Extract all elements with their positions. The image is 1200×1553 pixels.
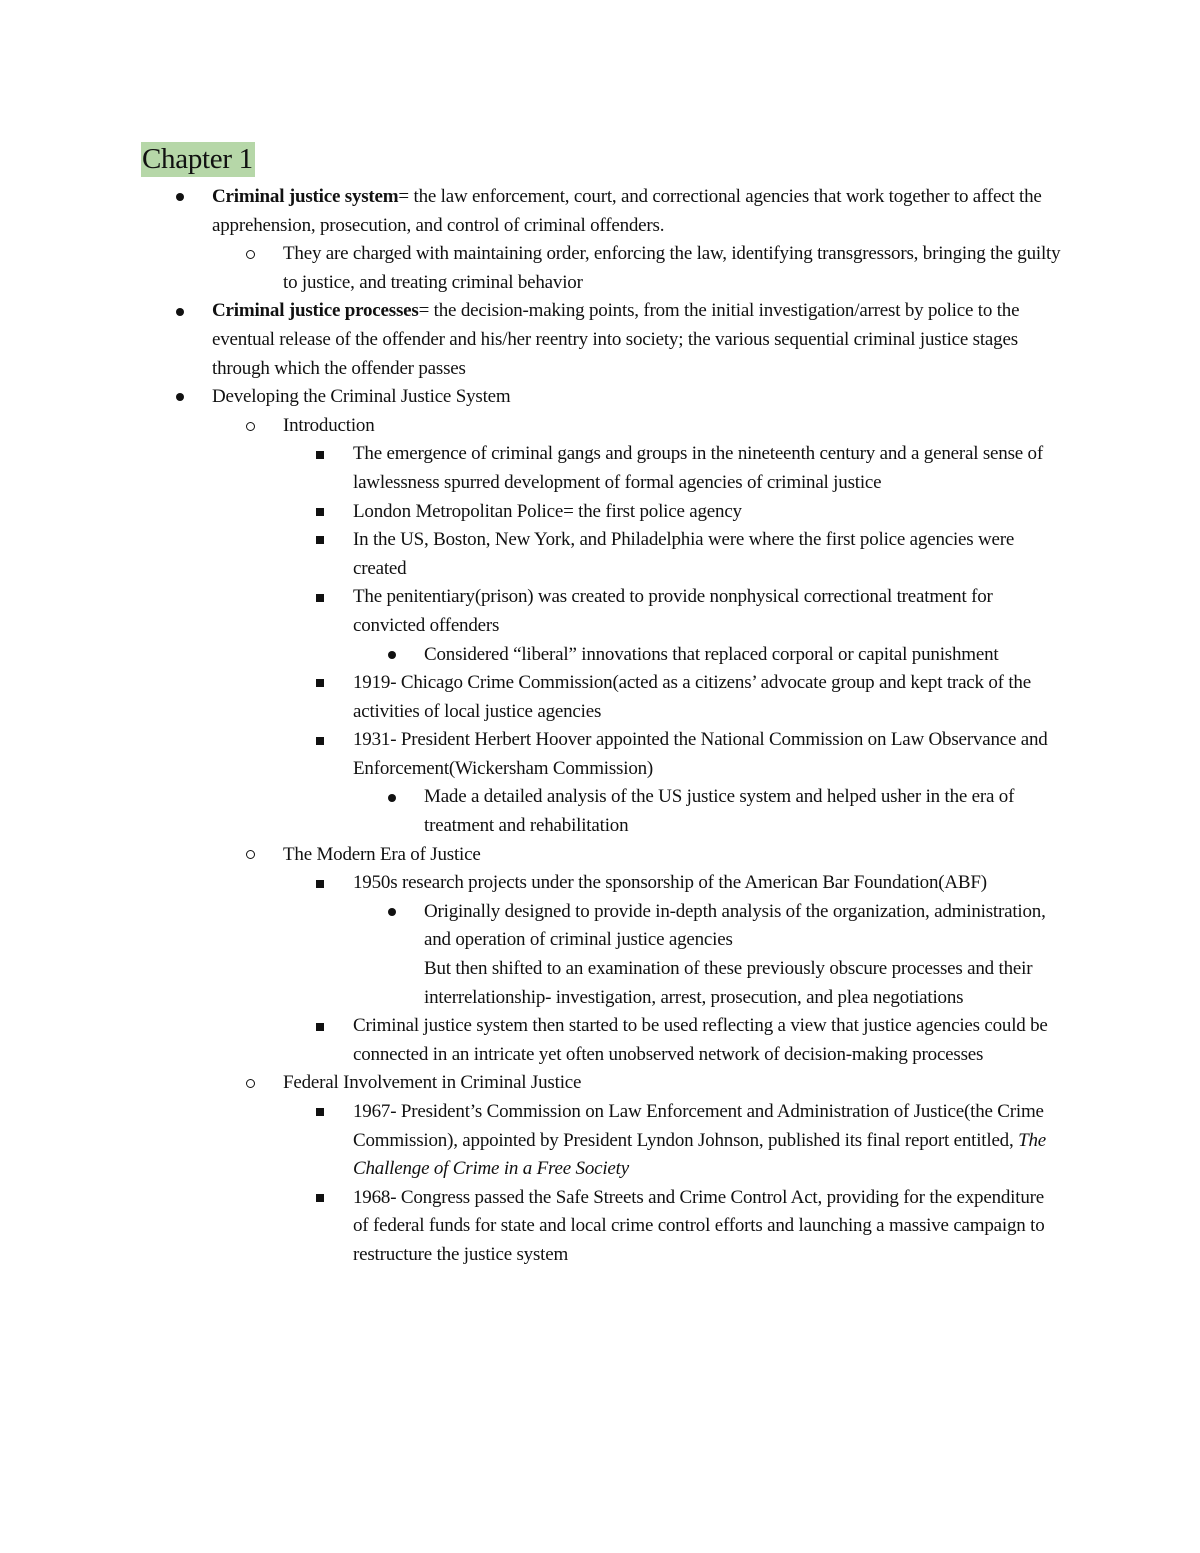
list-item (353, 498, 1063, 527)
list-item-continuation (424, 955, 1064, 1012)
filled-dot-bullet-icon (176, 183, 184, 212)
item-text: Made a detailed analysis of the US justice system and helped usher in the era of treatment and rehabilitation (424, 786, 1015, 837)
term: Criminal justice system (212, 186, 399, 207)
filled-dot-bullet-icon (176, 383, 184, 412)
item-text: The emergence of criminal gangs and groups in the nineteenth century and a general sense of lawlessness spurred development of formal agencies of criminal justice (353, 443, 1043, 493)
item-text: They are charged with maintaining order, enforcing the law, identifying transgressors, bringing the guilty to justice, and treating criminal behavior (283, 243, 1061, 293)
list-item (283, 841, 1063, 870)
square-bullet-icon (316, 726, 324, 755)
item-text: London Metropolitan Police= the first police agency (353, 500, 742, 522)
list-item (353, 726, 1063, 783)
item-text: But then shifted to an examination of these previously obscure processes and their interrelationship- investigation, arrest, prosecution, and plea negotiations (424, 958, 1033, 1008)
definition: = the law enforcement, court, and correctional agencies that work together to affect the apprehension, prosecution, and control of criminal offenders. (212, 186, 1042, 236)
list-item (353, 669, 1063, 726)
list-item (212, 183, 1062, 240)
square-bullet-icon (316, 869, 324, 898)
filled-dot-bullet-icon (388, 898, 396, 927)
list-item (283, 1069, 1063, 1098)
item-text: 1919- Chicago Crime Commission(acted as a citizens’ advocate group and kept track of the activities of local justice agencies (353, 672, 1031, 722)
item-text: Considered “liberal” innovations that replaced corporal or capital punishment (424, 643, 999, 665)
list-item (353, 1184, 1063, 1270)
hollow-circle-bullet-icon (246, 412, 255, 441)
hollow-circle-bullet-icon (246, 240, 255, 269)
item-text: Criminal justice system then started to be used reflecting a view that justice agencies could be connected in an intricate yet often unobserved network of decision-making processes (353, 1015, 1048, 1065)
list-item (283, 412, 1063, 441)
item-text: 1968- Congress passed the Safe Streets and Crime Control Act, providing for the expenditure of federal funds for state and local crime control efforts and launching a massive campaign to restructure the justice system (353, 1186, 1045, 1265)
item-text: The Modern Era of Justice (283, 843, 481, 865)
title-wrap (141, 142, 255, 177)
list-item (353, 869, 1063, 898)
list-item (353, 1012, 1063, 1069)
item-text: 1950s research projects under the sponsorship of the American Bar Foundation(ABF) (353, 872, 987, 894)
list-item (353, 583, 1063, 640)
item-text: Federal Involvement in Criminal Justice (283, 1072, 582, 1094)
item-text: Developing the Criminal Justice System (212, 386, 511, 408)
square-bullet-icon (316, 1012, 324, 1041)
list-item (283, 240, 1063, 297)
hollow-circle-bullet-icon (246, 841, 255, 870)
square-bullet-icon (316, 498, 324, 527)
outline-list (0, 183, 1200, 1270)
list-item (424, 898, 1064, 955)
list-item (212, 297, 1062, 383)
item-text: 1967- President’s Commission on Law Enforcement and Administration of Justice(the Crime Commission), appointed by President Lyndon Johnson, published its final report entitled, (353, 1101, 1044, 1151)
chapter-title: Chapter 1 (142, 143, 253, 175)
square-bullet-icon (316, 1184, 324, 1213)
filled-dot-bullet-icon (176, 297, 184, 326)
definition: = the decision-making points, from the initial investigation/arrest by police to the eventual release of the offender and his/her reentry into society; the various sequential criminal justice stages through which the offender passes (212, 300, 1020, 379)
list-item (353, 440, 1063, 497)
square-bullet-icon (316, 669, 324, 698)
item-text: Originally designed to provide in-depth analysis of the organization, administration, and operation of criminal justice agencies (424, 900, 1046, 951)
item-text: 1931- President Herbert Hoover appointed the National Commission on Law Observance and Enforcement(Wickersham Commission) (353, 729, 1048, 779)
item-text: In the US, Boston, New York, and Philadelphia were where the first police agencies were created (353, 529, 1015, 579)
filled-dot-bullet-icon (388, 783, 396, 812)
term: Criminal justice processes (212, 300, 419, 322)
filled-dot-bullet-icon (388, 641, 396, 670)
list-item (353, 1098, 1063, 1184)
report-title: The Challenge of Crime in a Free Society (353, 1129, 1046, 1180)
hollow-circle-bullet-icon (246, 1069, 255, 1098)
list-item (212, 383, 1062, 412)
square-bullet-icon (316, 526, 324, 555)
item-text: Introduction (283, 414, 375, 436)
list-item (424, 783, 1064, 840)
square-bullet-icon (316, 583, 324, 612)
square-bullet-icon (316, 1098, 324, 1127)
list-item (353, 526, 1063, 583)
item-text: The penitentiary(prison) was created to provide nonphysical correctional treatment for convicted offenders (353, 586, 993, 636)
square-bullet-icon (316, 440, 324, 469)
list-item (424, 641, 1064, 670)
